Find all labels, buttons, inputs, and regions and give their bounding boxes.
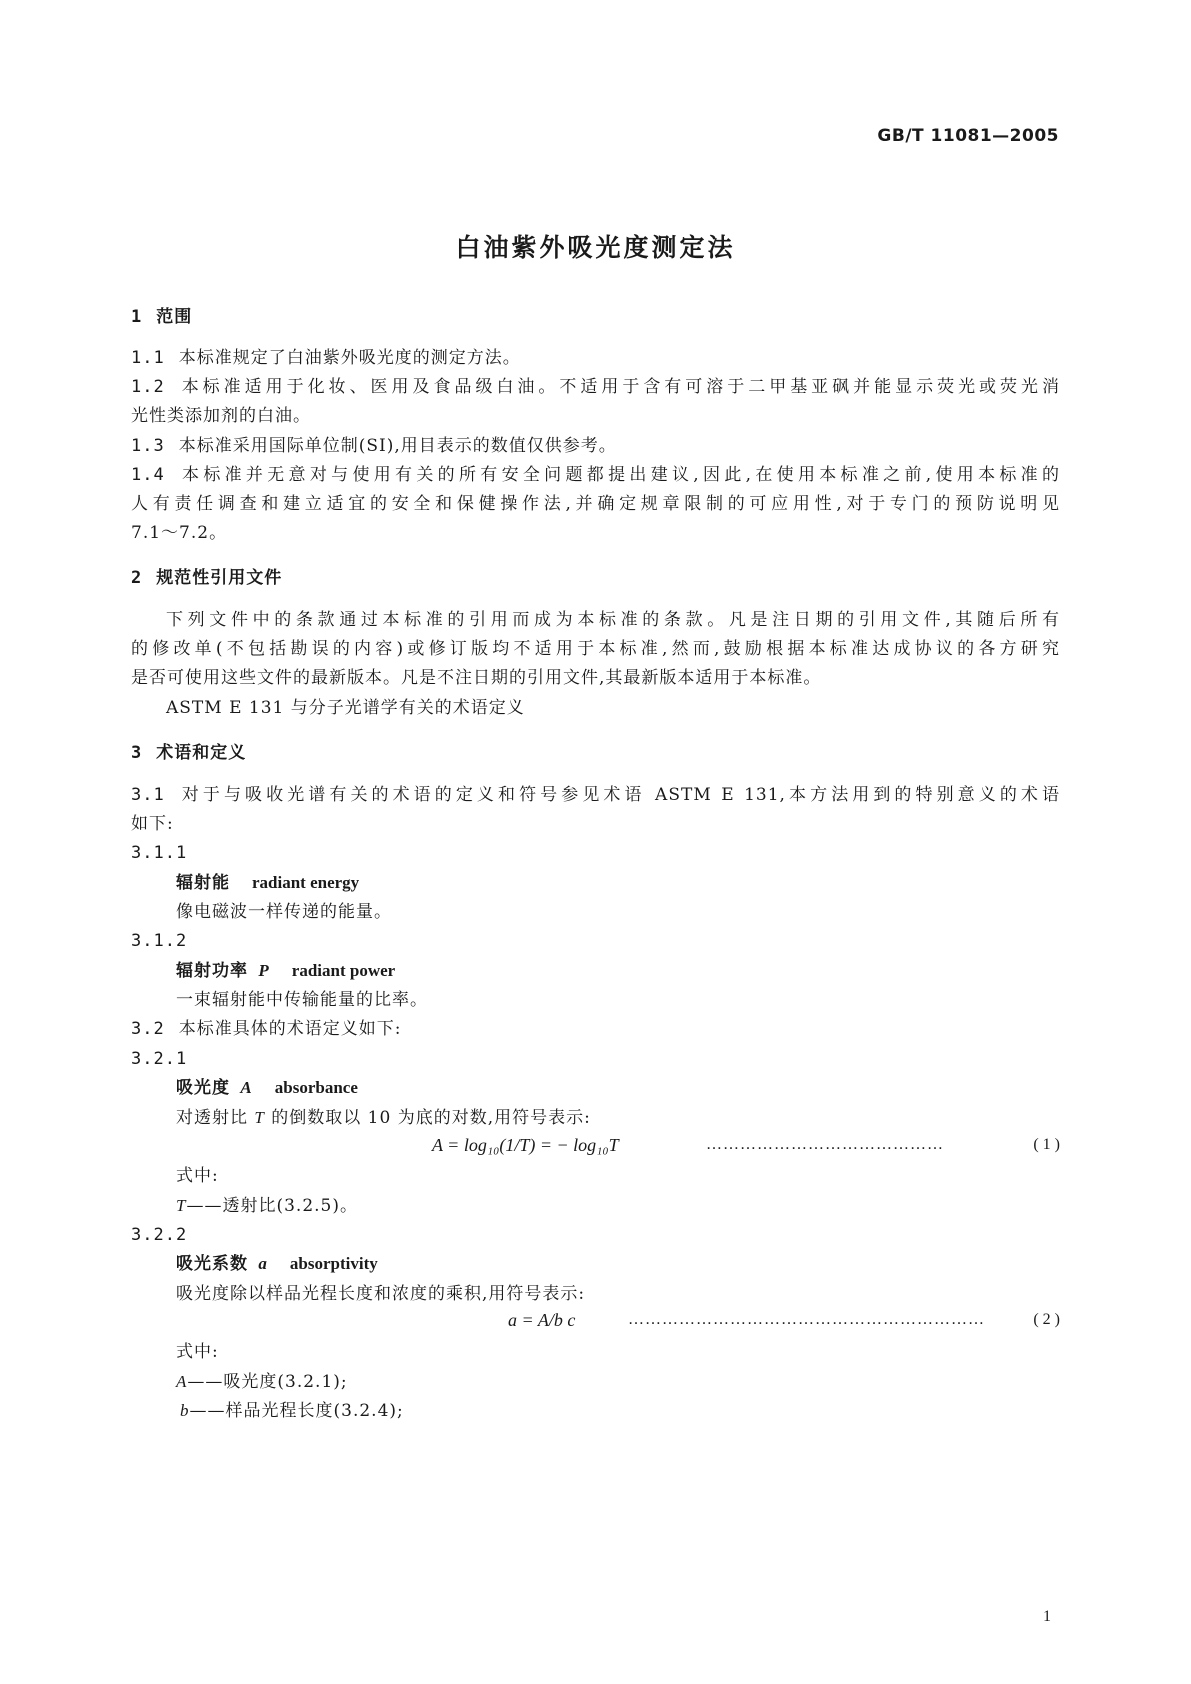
variable-symbol: b [180,1401,190,1420]
term-radiant-energy [176,869,1060,897]
section-1-heading [131,303,1060,331]
clause-1-1 [131,344,1060,372]
section-number: 1 [131,307,143,327]
clause-3-1-line-2: 如下: [131,814,174,834]
clause-1-4-line-1 [131,461,1060,489]
clause-3-1-1-number [131,839,1060,867]
clause-number: 3.2.2 [131,1225,188,1245]
term-en: radiant power [291,961,396,980]
clause-3-2-1-number [131,1045,1060,1073]
term-definition: 吸光度除以样品光程长度和浓度的乘积,用符号表示: [176,1284,586,1304]
variable-definition [176,1192,1060,1220]
term-definition: 一束辐射能中传输能量的比率。 [176,990,428,1010]
leader-dots: …………………………………… [706,1136,944,1153]
section-2-para-line-1: 下列文件中的条款通过本标准的引用而成为本标准的条款。凡是注日期的引用文件,其随后所有 [166,610,1060,630]
clause-1-2-line-2: 光性类添加剂的白油。 [131,406,311,426]
variable-symbol: A [176,1372,188,1391]
clause-number: 1.4 [131,465,165,485]
section-2-heading [131,564,1060,592]
term-definition: 像电磁波一样传递的能量。 [176,902,392,922]
clause-1-2-line-1 [131,373,1060,401]
clause-number: 1.3 [131,436,165,456]
variable-description: ——吸光度(3.2.1); [187,1372,348,1392]
standard-number: GB/T 11081—2005 [877,126,1059,146]
term-absorptivity [176,1250,1060,1278]
clause-text: 对于与吸收光谱有关的术语的定义和符号参见术语 ASTM E 131,本方法用到的特别意义的术语 [178,785,1060,805]
variable-definition [180,1397,1060,1425]
clause-1-4-line-2: 人有责任调查和建立适宜的安全和保健操作法,并确定规章限制的可应用性,对于专门的预防说明见 [131,494,1060,514]
clause-number: 1.2 [131,377,165,397]
where-label: 式中: [176,1166,219,1186]
clause-1-4-line-3: 7.1～7.2。 [131,523,228,543]
term-en: absorptivity [289,1254,378,1273]
term-absorbance [176,1074,1060,1102]
formula-1: A = log₁₀(1/T) = − log₁₀T [432,1135,619,1155]
term-zh: 吸光度 [176,1078,230,1098]
term-zh: 辐射功率 [176,961,248,981]
term-zh: 吸光系数 [176,1254,248,1274]
section-title: 范围 [156,307,193,327]
clause-1-3 [131,432,1060,460]
clause-number: 3.1.1 [131,843,188,863]
document-title: 白油紫外吸光度测定法 [455,233,736,262]
section-2-para-line-2: 的修改单(不包括勘误的内容)或修订版均不适用于本标准,然而,鼓励根据本标准达成协议的各方研究 [131,639,1060,659]
clause-3-1-line-1 [131,781,1060,809]
term-en: absorbance [274,1078,358,1097]
variable-symbol: T [176,1196,187,1215]
where-label: 式中: [176,1342,219,1362]
clause-number: 3.1.2 [131,931,188,951]
clause-text: 本标准具体的术语定义如下: [178,1019,402,1039]
term-symbol: a [258,1254,268,1273]
section-title: 术语和定义 [156,743,247,763]
clause-text: 本标准适用于化妆、医用及食品级白油。不适用于含有可溶于二甲基亚砜并能显示荧光或荧光消 [178,377,1060,397]
normative-reference: ASTM E 131 与分子光谱学有关的术语定义 [166,698,525,718]
definition-text: 对透射比 [176,1108,248,1128]
section-3-heading [131,739,1060,767]
equation-number: ( 2 ) [1033,1311,1060,1328]
term-definition [176,1104,1060,1132]
clause-number: 3.2 [131,1019,165,1039]
clause-number: 1.1 [131,348,165,368]
term-symbol: A [240,1078,253,1097]
clause-3-2-2-number [131,1221,1060,1249]
formula-2: a = A/b c [508,1310,576,1330]
section-number: 2 [131,568,143,588]
clause-3-2 [131,1015,1060,1043]
section-2-para-line-3: 是否可使用这些文件的最新版本。凡是不注日期的引用文件,其最新版本适用于本标准。 [131,668,822,688]
term-zh: 辐射能 [176,873,230,893]
clause-text: 本标准并无意对与使用有关的所有安全问题都提出建议,因此,在使用本标准之前,使用本标准的 [178,465,1060,485]
clause-text: 本标准采用国际单位制(SI),用目表示的数值仅供参考。 [178,436,617,456]
term-radiant-power [176,957,1060,985]
clause-3-1-2-number [131,927,1060,955]
leader-dots: ……………………………………………………… [628,1311,985,1328]
variable-description: ——样品光程长度(3.2.4); [189,1401,404,1421]
definition-text: 的倒数取以 10 为底的对数,用符号表示: [271,1108,591,1128]
clause-text: 本标准规定了白油紫外吸光度的测定方法。 [178,348,521,368]
section-number: 3 [131,743,143,763]
clause-number: 3.1 [131,785,165,805]
variable-definition [176,1368,1060,1396]
term-symbol: P [258,961,270,980]
equation-number: ( 1 ) [1033,1136,1060,1153]
page-number: 1 [1043,1608,1051,1625]
clause-number: 3.2.1 [131,1049,188,1069]
variable-symbol: T [254,1108,265,1127]
variable-description: ——透射比(3.2.5)。 [186,1196,358,1216]
section-title: 规范性引用文件 [156,568,283,588]
term-en: radiant energy [252,873,360,892]
